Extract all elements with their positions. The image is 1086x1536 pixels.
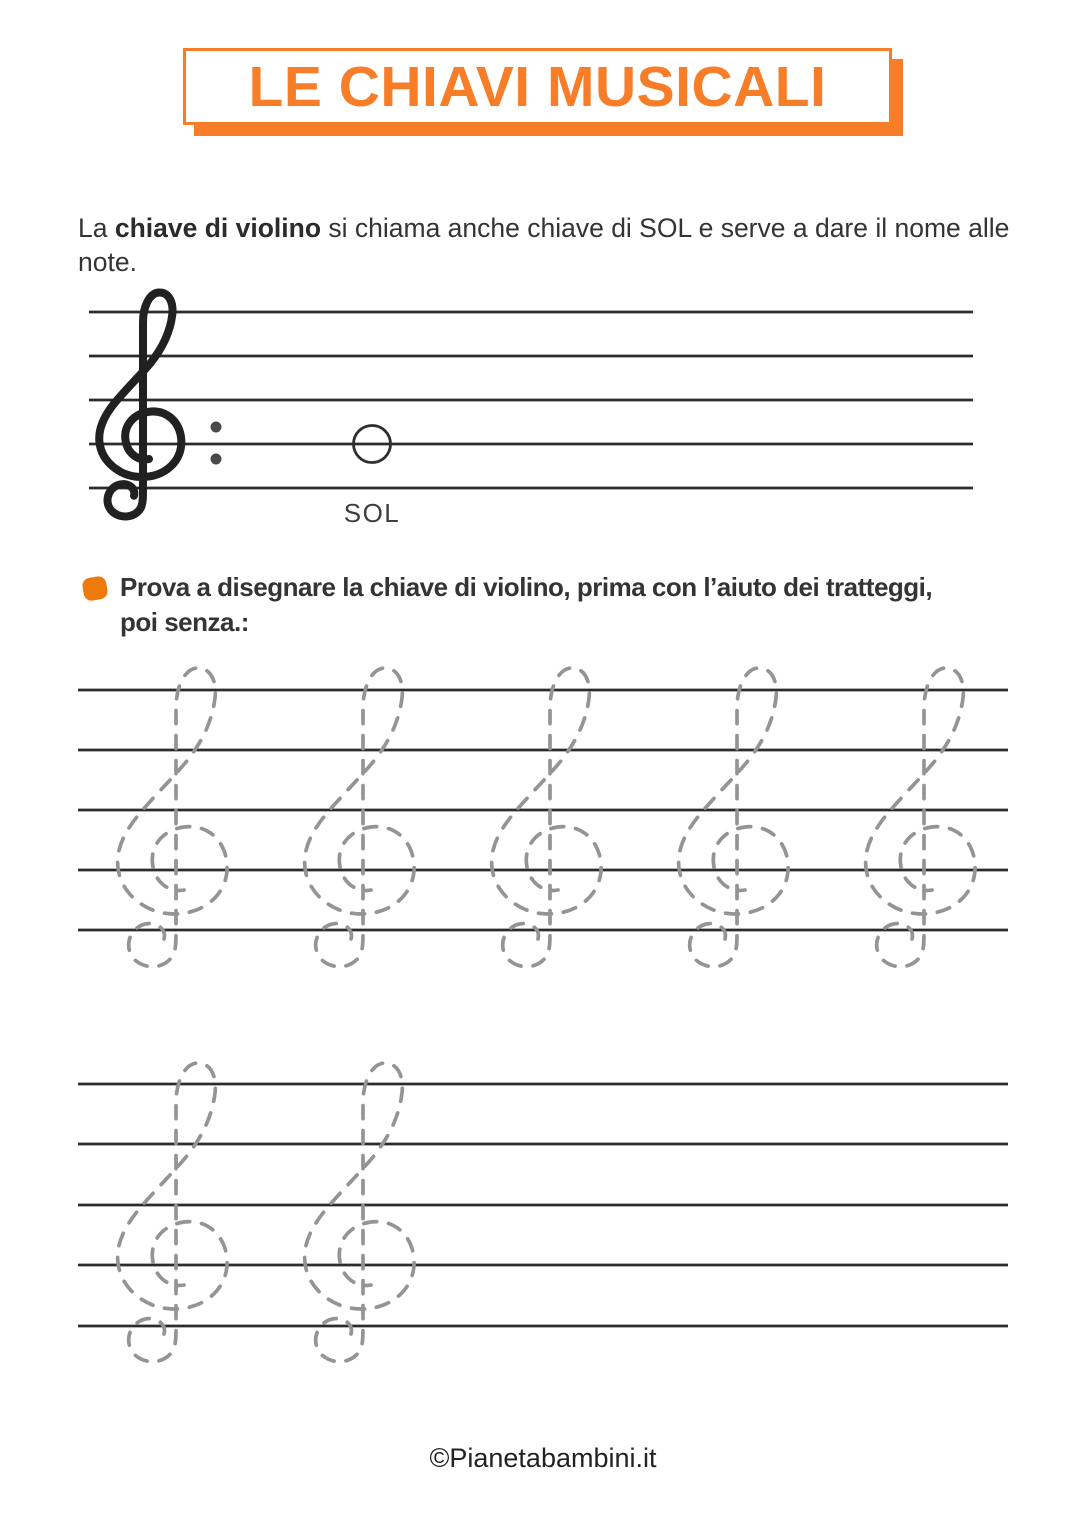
dashed-clef-icon [118,668,227,967]
exercise-instruction-line1: Prova a disegnare la chiave di violino, prima con l’aiuto dei tratteggi, [120,572,933,602]
dashed-clef-icon [679,668,788,967]
intro-text-after: si chiama anche chiave di SOL e serve a dare il nome alle note. [78,212,1010,277]
dashed-clef-row [118,668,975,967]
exercise-instruction-line2: poi senza.: [120,607,249,637]
footer-credit: ©Pianetabambini.it [429,1443,657,1473]
sol-staff [89,293,973,529]
dashed-clef-icon [305,1063,414,1362]
dashed-clef-icon [118,1063,227,1362]
dashed-clef-icon [492,668,601,967]
dashed-clef-row [118,1063,414,1362]
staff-lines [89,312,973,488]
treble-clef-icon [99,293,181,517]
tracing-staff-1 [78,668,1008,967]
sol-note-label: SOL [343,498,401,528]
intro-text-bold: chiave di violino [114,212,322,243]
intro-text-before: La [78,212,115,243]
tracing-staff-2 [78,1063,1008,1362]
dashed-clef-icon [305,668,414,967]
dashed-clef-icon [866,668,975,967]
exercise-instruction [120,570,932,640]
page-title: LE CHIAVI MUSICALI [248,54,827,119]
